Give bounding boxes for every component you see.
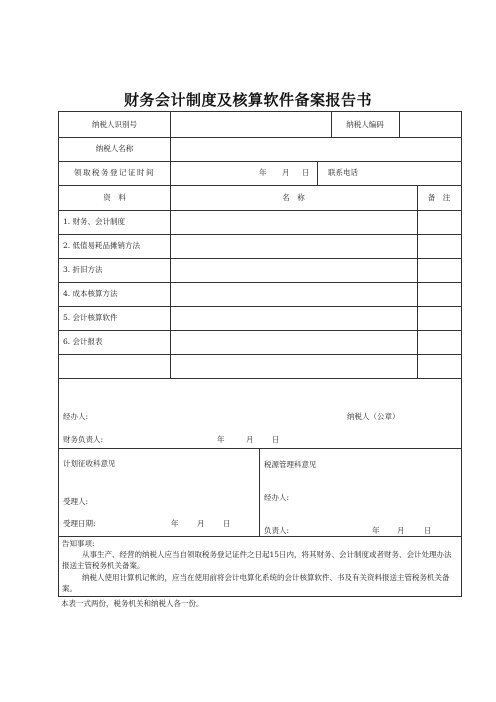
tax-source-opinion-label: 税源管理科意见 bbox=[264, 460, 317, 469]
row-divider bbox=[59, 306, 461, 307]
notice-title: 告知事项: bbox=[62, 539, 95, 548]
row-divider bbox=[59, 185, 461, 186]
day-label: 日 bbox=[272, 435, 280, 444]
row-divider bbox=[59, 448, 461, 449]
page-title: 财务会计制度及核算软件备案报告书 bbox=[123, 91, 372, 109]
material-item: 4. 成本核算方法 bbox=[63, 289, 118, 298]
row-divider bbox=[59, 137, 461, 138]
report-form bbox=[58, 111, 462, 597]
plan-collection-opinion-label: 计划征收科意见 bbox=[63, 459, 116, 468]
month-label: 月 bbox=[282, 168, 290, 177]
receiver-label: 受理人: bbox=[63, 497, 89, 506]
col-divider bbox=[170, 112, 171, 161]
taxpayer-name-label: 纳税人名称 bbox=[95, 144, 134, 153]
day-label: 日 bbox=[424, 526, 432, 535]
col-divider bbox=[317, 161, 318, 185]
notice-paragraph: 纳税人使用计算机记帐的，应当在使用前将会计电算化系统的会计核算软件、书及有关资料报送主管税务机关备案。 bbox=[62, 573, 450, 593]
day-label: 日 bbox=[302, 168, 310, 177]
year-label: 年 bbox=[259, 168, 267, 177]
row-divider bbox=[59, 354, 461, 355]
col-divider bbox=[170, 185, 171, 378]
month-label: 月 bbox=[197, 519, 205, 528]
finance-head-label: 财务负责人: bbox=[63, 435, 104, 444]
materials-header: 资 料 bbox=[103, 193, 126, 202]
handler-label: 经办人: bbox=[63, 412, 89, 421]
col-divider bbox=[259, 448, 260, 536]
row-divider bbox=[59, 378, 461, 379]
contact-phone-label: 联系电话 bbox=[328, 168, 358, 177]
row-divider bbox=[59, 330, 461, 331]
material-item: 3. 折旧方法 bbox=[63, 265, 103, 274]
taxpayer-id-label: 纳税人识别号 bbox=[92, 120, 137, 129]
row-divider bbox=[59, 210, 461, 211]
material-item: 1. 财务、会计制度 bbox=[63, 217, 126, 226]
month-label: 月 bbox=[397, 526, 405, 535]
taxpayer-seal-label: 纳税人（公章） bbox=[347, 412, 400, 421]
year-label: 年 bbox=[171, 519, 179, 528]
col-divider bbox=[170, 161, 171, 185]
row-divider bbox=[59, 536, 461, 537]
row-divider bbox=[59, 161, 461, 162]
material-item: 6. 会计报表 bbox=[63, 337, 103, 346]
day-label: 日 bbox=[223, 519, 231, 528]
year-label: 年 bbox=[372, 526, 380, 535]
taxpayer-code-label: 纳税人编码 bbox=[346, 120, 384, 129]
year-label: 年 bbox=[217, 435, 225, 444]
receive-date-label: 受理日期: bbox=[63, 519, 96, 528]
row-divider bbox=[59, 234, 461, 235]
registration-date-label: 领取税务登记证时间 bbox=[74, 168, 155, 177]
row-divider bbox=[59, 258, 461, 259]
col-divider bbox=[417, 185, 418, 378]
remarks-header: 备 注 bbox=[427, 193, 451, 202]
material-item: 5. 会计核算软件 bbox=[63, 313, 118, 322]
name-header: 名 称 bbox=[282, 193, 305, 202]
responsible-person-label: 负责人: bbox=[264, 526, 290, 535]
notice-paragraph: 从事生产、经营的纳税人应当自领取税务登记证件之日起15日内，将其财务、会计制度或者财务、会计处理办法报送主管税务机关备案。 bbox=[62, 550, 452, 570]
col-divider bbox=[399, 112, 400, 137]
row-divider bbox=[59, 282, 461, 283]
footer-note: 本表一式两份，税务机关和纳税人各一份。 bbox=[61, 599, 204, 608]
month-label: 月 bbox=[246, 435, 254, 444]
right-handler-label: 经办人: bbox=[264, 493, 290, 502]
material-item: 2. 低值易耗品摊销方法 bbox=[63, 241, 141, 250]
